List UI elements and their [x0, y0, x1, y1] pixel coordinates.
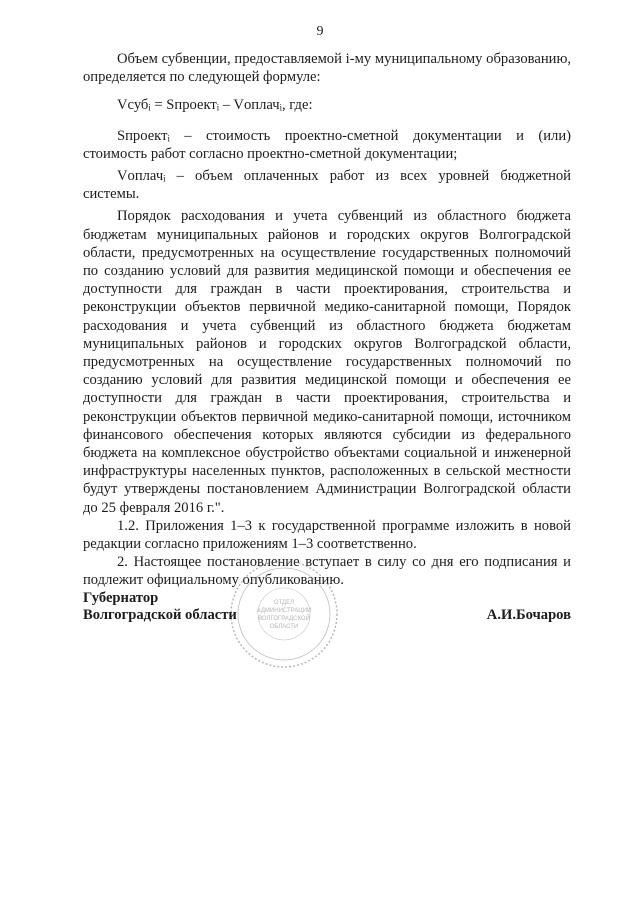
signatory-title	[83, 590, 237, 624]
signature-block	[83, 590, 571, 650]
seal-text-4: ОБЛАСТИ	[269, 624, 299, 630]
document-body	[83, 50, 571, 590]
formula: Vсубᵢ = Sпроектᵢ – Vоплачᵢ, где:	[117, 97, 313, 114]
signatory-title-line1: Губернатор	[83, 590, 159, 606]
paragraph-procedure: Порядок расходования и учета субвенций из областного бюджета бюджетам муниципальных районов и городских округов Волгоградской области, предусмотренных на осуществление государственных полномочий по созданию условий для развития медицинской помощи и обеспечения ее доступности для граждан в части проектирования, строительства и реконструкции объектов первичной медико-санитарной помощи, Порядок расходования и учета субвенций из областного бюджета бюджетам муниципальных районов и городских округов Волгоградской области, предусмотренных на осуществление государственных полномочий по созданию условий для развития медицинской помощи и обеспечения ее доступности для граждан в части проектирования, строительства и реконструкции объектов первичной медико-санитарной помощи, источником финансового обеспечения которых являются субсидии из федерального бюджета на комплексное обустройство объектами социальной и инженерной инфраструктуры населенных пунктов, расположенных в сельской местности будут утверждены постановлением Администрации Волгоградской области до 25 февраля 2016 г.".	[83, 208, 571, 516]
signatory-name: А.И.Бочаров	[486, 607, 571, 623]
paragraph-design-cost: Sпроектᵢ – стоимость проектно-сметной документации и (или) стоимость работ согласно проектно-сметной документации;	[83, 127, 571, 162]
paragraph-effective: 2. Настоящее постановление вступает в силу со дня его подписания и подлежит официальному опубликованию.	[83, 554, 571, 589]
seal-text-2: АДМИНИСТРАЦИИ	[256, 608, 312, 614]
paragraph-subvention-volume: Объем субвенции, предоставляемой i-му муниципальному образованию, определяется по следующей формуле:	[83, 51, 571, 86]
signatory-title-line2: Волгоградской области	[83, 607, 237, 623]
page-number: 9	[316, 24, 324, 39]
seal-text-3: ВОЛГОГРАДСКОЙ	[258, 616, 310, 622]
seal-text-1: ОТДЕЛ	[273, 600, 295, 606]
paragraph-appendices: 1.2. Приложения 1–3 к государственной программе изложить в новой редакции согласно приложениям 1–3 соответственно.	[83, 517, 571, 553]
paragraph-paid-works: Vоплачᵢ – объем оплаченных работ из всех уровней бюджетной системы.	[83, 168, 571, 203]
